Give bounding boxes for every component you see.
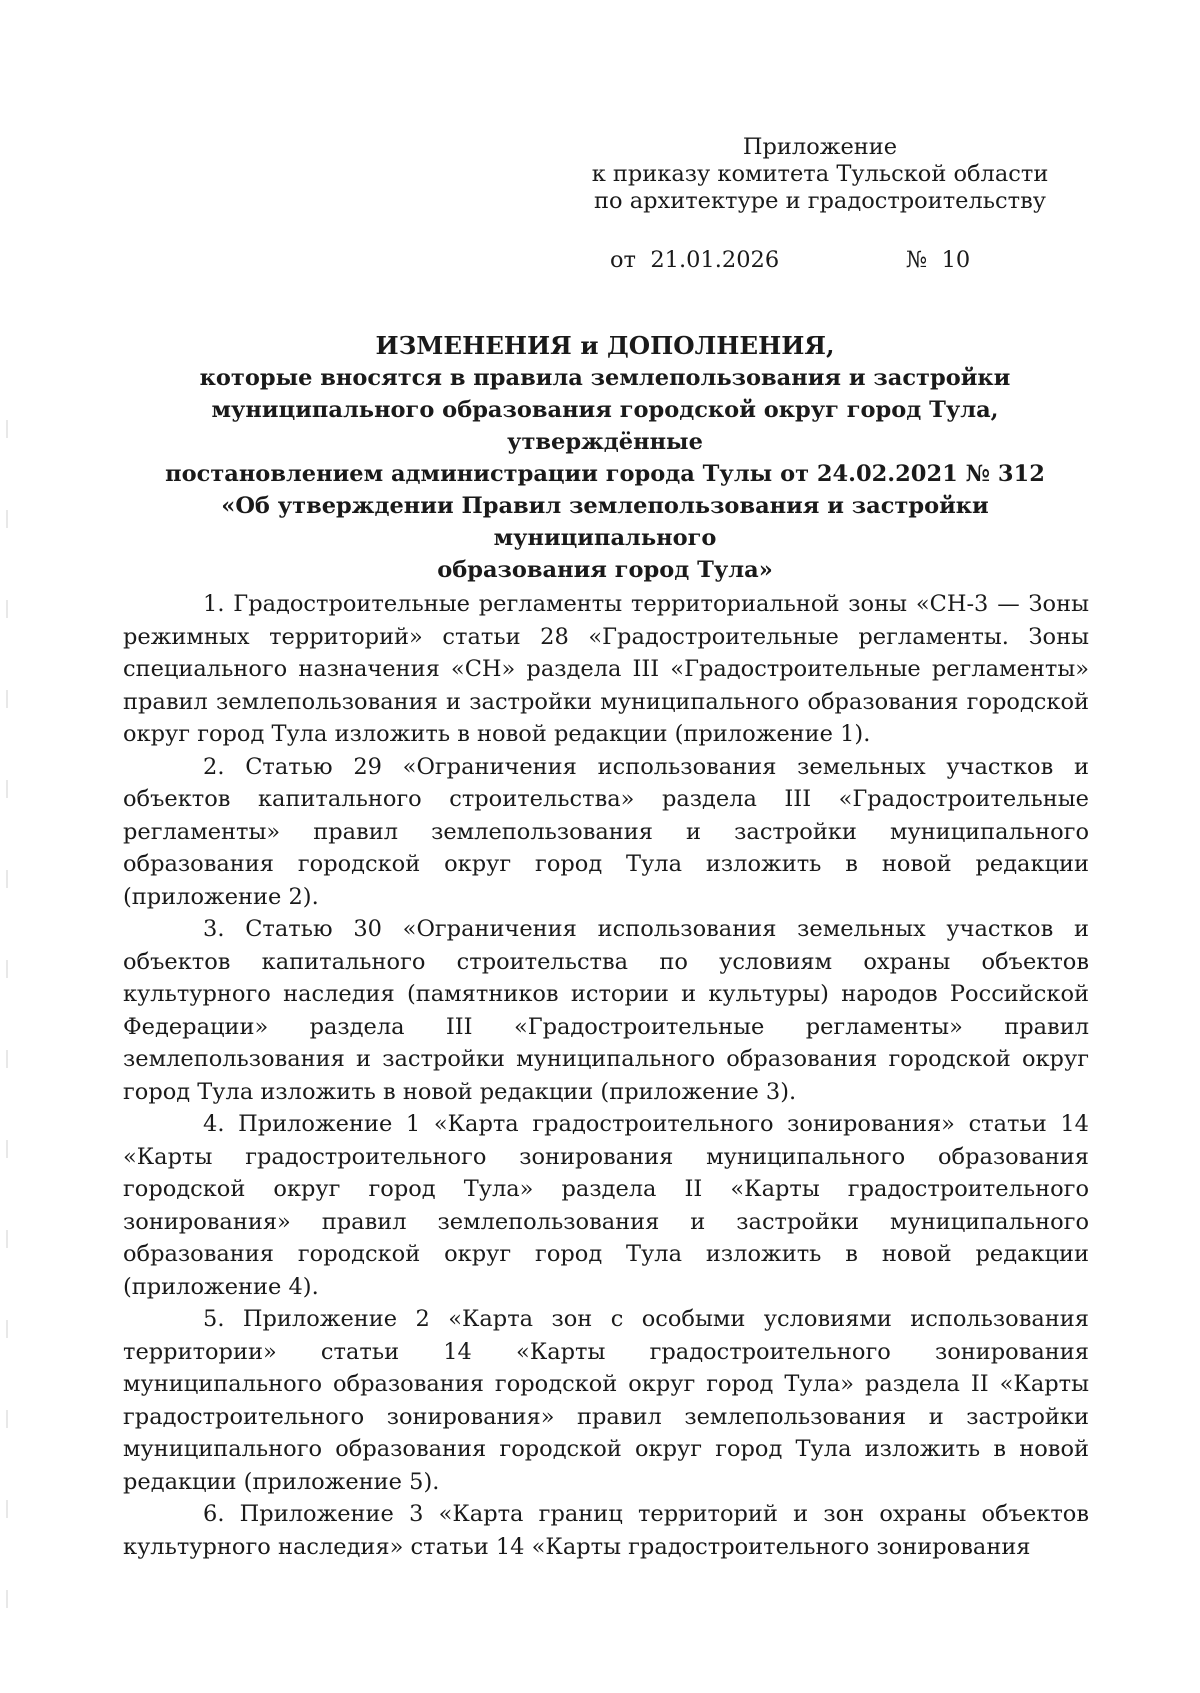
list-item: 2. Статью 29 «Ограничения использования земельных участков и объектов капитального строительства» раздела III «Градостроительные регламенты» правил землепользования и застройки муниципального образования городской округ город Тула изложить в новой редакции (приложение 2). xyxy=(123,753,1089,910)
title-line: которые вносятся в правила землепользования и застройки xyxy=(199,365,1011,391)
list-item: 3. Статью 30 «Ограничения использования земельных участков и объектов капитального строительства по условиям охраны объектов культурного наследия (памятников истории и культуры) народов Российской Федерации» раздела III «Градостроительные регламенты» правил землепользования и застройки муниципального образования городской округ город Тула изложить в новой редакции (приложение 3). xyxy=(123,916,1089,1105)
appendix-header xyxy=(560,134,1080,215)
appendix-line: по архитектуре и градостроительству xyxy=(594,188,1046,214)
list-item: 4. Приложение 1 «Карта градостроительного зонирования» статьи 14 «Карты градостроительного зонирования муниципального образования городской округ город Тула» раздела II «Карты градостроительного зонирования» правил землепользования и застройки муниципального образования городской округ город Тула изложить в новой редакции (приложение 4). xyxy=(123,1111,1089,1300)
list-item: 5. Приложение 2 «Карта зон с особыми условиями использования территории» статьи 14 «Карты градостроительного зонирования муниципального образования городской округ город Тула» раздела II «Карты градостроительного зонирования» правил землепользования и застройки муниципального образования городской округ город Тула изложить в новой редакции (приложение 5). xyxy=(123,1306,1089,1495)
scan-edge-marks xyxy=(6,420,8,1620)
title-line: образования город Тула» xyxy=(437,557,773,583)
document-title xyxy=(110,330,1100,586)
date-label: от xyxy=(610,247,636,273)
number-label: № xyxy=(906,247,928,273)
title-main: ИЗМЕНЕНИЯ и ДОПОЛНЕНИЯ, xyxy=(375,331,835,360)
document-body xyxy=(123,588,1089,1563)
order-number xyxy=(906,246,970,274)
title-line: муниципального образования городской округ город Тула, утверждённые xyxy=(211,397,999,455)
order-date-number xyxy=(610,246,971,274)
list-item: 6. Приложение 3 «Карта границ территорий и зон охраны объектов культурного наследия» статьи 14 «Карты градостроительного зонирования xyxy=(123,1501,1089,1560)
date-value: 21.01.2026 xyxy=(650,247,780,273)
appendix-line: Приложение xyxy=(742,134,898,160)
list-item: 1. Градостроительные регламенты территориальной зоны «СН-3 — Зоны режимных территорий» статьи 28 «Градостроительные регламенты. Зоны специального назначения «СН» раздела III «Градостроительные регламенты» правил землепользования и застройки муниципального образования городской округ город Тула изложить в новой редакции (приложение 1). xyxy=(123,591,1089,747)
title-line: «Об утверждении Правил землепользования и застройки муниципального xyxy=(221,493,989,551)
number-value: 10 xyxy=(941,247,971,273)
appendix-line: к приказу комитета Тульской области xyxy=(591,161,1049,187)
title-line: постановлением администрации города Тулы от 24.02.2021 № 312 xyxy=(165,461,1045,487)
